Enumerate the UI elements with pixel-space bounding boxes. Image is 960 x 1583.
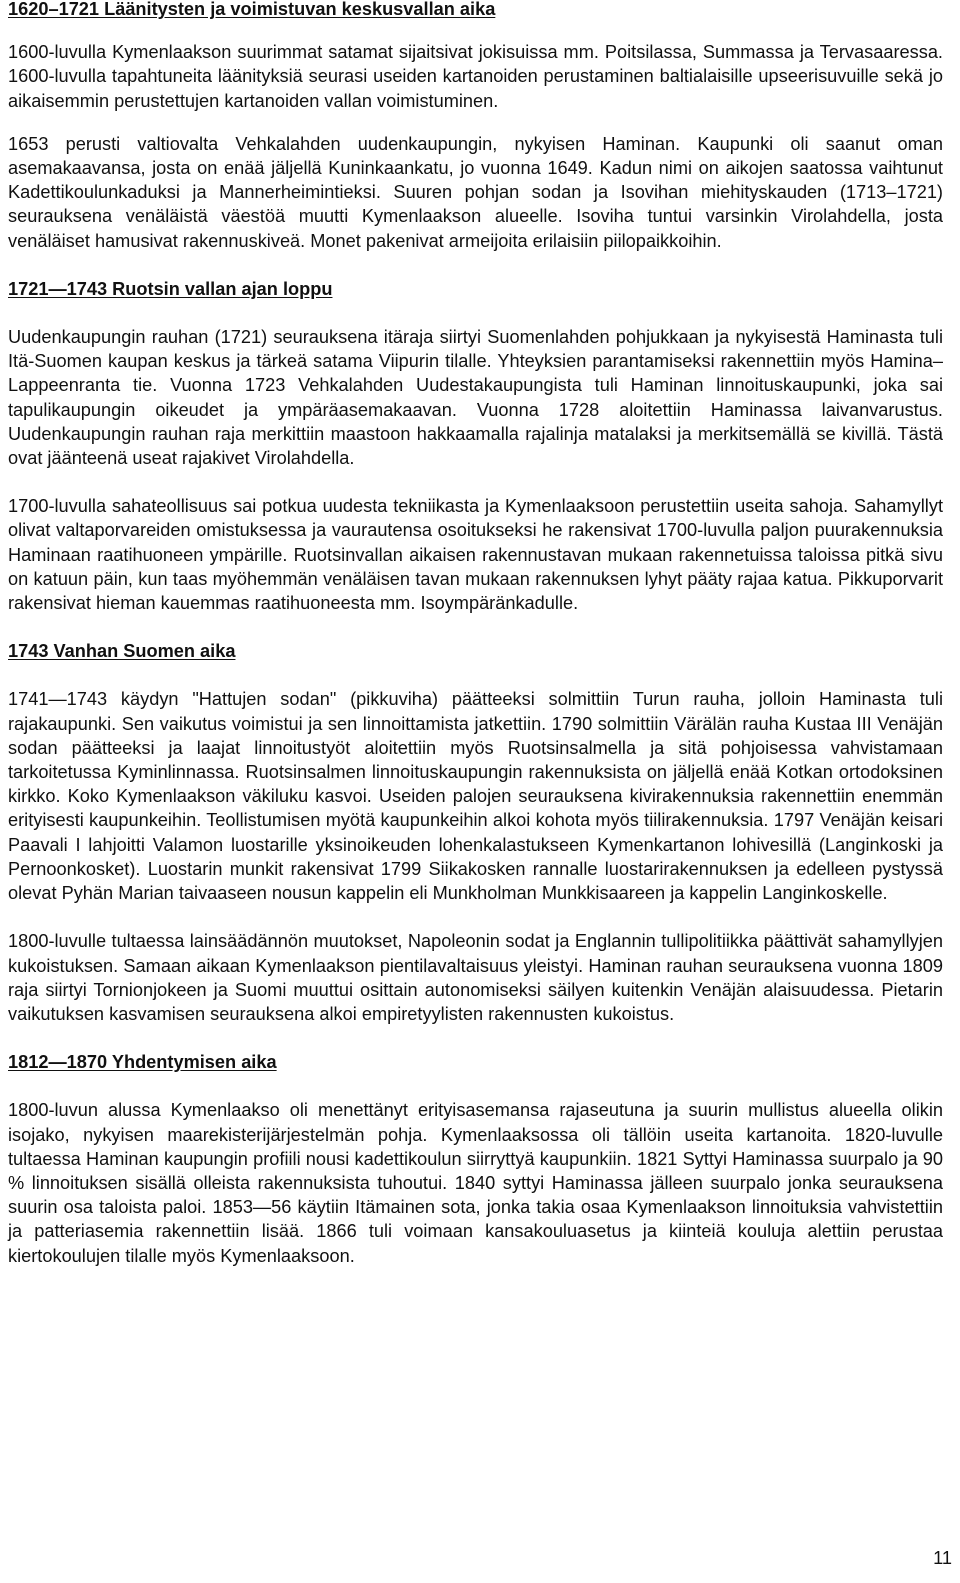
paragraph-1700-luvulla-sahateollisuus: 1700-luvulla sahateollisuus sai potkua uudesta tekniikasta ja Kymenlaaksoon perustettiin useita sahoja. Sahamyllyt olivat valtaporvareiden omistuksessa ja vaurautensa osoitukseksi he rakensivat 1700-luvulla paljon puurakennuksia Haminaan raatihuoneen ympärille. Ruotsinvallan aikaisen rakennustavan mukaan rakennetuissa taloissa pitkä sivu on katuun päin, kun taas myöhemmän venäläisen tavan mukaan rakennuksen lyhyt pääty rajaa katua. Pikkuporvarit rakensivat hieman kauemmas raatihuoneesta mm. Isoympäränkadulle.: [8, 496, 943, 614]
paragraph-1600-luvulla-satamat: 1600-luvulla Kymenlaakson suurimmat satamat sijaitsivat jokisuissa mm. Poitsilassa, Summassa ja Tervasaaressa. 1600-luvulla tapahtuneita läänityksiä seurasi useiden kartanoiden perustaminen baltialaisille upseerisuvuille sekä jo aikaisemmin perustettujen kartanoiden vallan voimistuminen.: [8, 42, 943, 111]
paragraph-gap: [8, 615, 943, 639]
paragraph-gap: [8, 253, 943, 277]
paragraph-gap: [8, 301, 943, 325]
section-heading-1812-1870: 1812—1870 Yhdentymisen aika: [8, 1052, 277, 1073]
paragraph-1800-luvulle-tultaessa: 1800-luvulle tultaessa lainsäädännön muutokset, Napoleonin sodat ja Englannin tullipolitiikka päättivät sahamyllyjen kukoistuksen. Samaan aikaan Kymenlaakson pientilavaltaisuus yleistyi. Haminan rauhan seurauksena vuonna 1809 raja siirtyi Tornionjokeen ja Suomi muuttui osittain autonomiseksi säilyen kuitenkin Venäjän alaisuudessa. Pietarin vaikutuksen kasvamisen seurauksena alkoi empiretyylisten rakennusten kukoistus.: [8, 931, 943, 1024]
paragraph-gap: [8, 1026, 943, 1050]
paragraph-1800-luvun-alussa: 1800-luvun alussa Kymenlaakso oli menettänyt erityisasemansa rajaseutuna ja suurin mullistus alueella olikin isojako, nykyisen maarekisterijärjestelmän pohja. Kymenlaaksossa oli tällöin useita kartanoita. 1820-luvulle tultaessa Haminan kaupungin profiili nousi kadettikoulun siirryttyä kaupunkiin. 1821 Syttyi Haminassa suurpalo ja 90 % linnoituksen sisällä olleista rakennuksista tuhoutui. 1840 syttyi Haminassa jälleen suurpalo jonka seurauksena suurin osa taloista paloi. 1853—56 käytiin Itämainen sota, jonka takia osaa Kymenlaakson linnoituksia vahvistettiin ja patteriasemia rakennettiin lisää. 1866 tuli voimaan kansakouluasetus ja kiinteiä kouluja alettiin perustaa kiertokoulujen tilalle myös Kymenlaaksoon.: [8, 1100, 943, 1266]
paragraph-gap: [8, 663, 943, 687]
paragraph-1653-hamina: 1653 perusti valtiovalta Vehkalahden uudenkaupungin, nykyisen Haminan. Kaupunki oli saanut oman asemakaavansa, josta on enää jäljellä Kuninkaankatu, jo vuonna 1649. Kadun nimi on aikojen saatossa vaihtunut Kadettikoulunkaduksi ja Mannerheimintieksi. Suuren pohjan sodan ja Isovihan miehityskauden (1713–1721) seurauksena venäläistä väestöä muutti Kymenlaakson alueelle. Isoviha tuntui varsinkin Virolahdella, josta venäläiset hamusivat rakennuskiveä. Monet pakenivat armeijoita erilaisiin piilopaikkoihin.: [8, 133, 943, 251]
paragraph-gap: [8, 905, 943, 929]
paragraph-gap: [8, 1074, 943, 1098]
paragraph-gap: [8, 113, 943, 132]
paragraph-uudenkaupungin-rauha: Uudenkaupungin rauhan (1721) seurauksena itäraja siirtyi Suomenlahden pohjukkaan ja nykyisestä Haminasta tuli Itä-Suomen kaupan keskus ja tärkeä satama Viipurin tilalle. Yhteyksien parantamiseksi rakennettiin myös Hamina–Lappeenranta tie. Vuonna 1723 Vehkalahden Uudestakaupungista tuli Haminan linnoituskaupunki, joka sai tapulikaupungin oikeudet ja ympäräasemakaavan. Vuonna 1728 aloitettiin Haminassa laivanvarustus. Uudenkaupungin rauhan raja merkittiin maastoon hakkaamalla rajalinja matalaksi ja merkitsemällä se kivillä. Tästä ovat jäänteenä useat rajakivet Virolahdella.: [8, 327, 943, 469]
page-number: 11: [933, 1548, 952, 1568]
paragraph-hattujen-sota: 1741—1743 käydyn "Hattujen sodan" (pikkuviha) päätteeksi solmittiin Turun rauha, jolloin Haminasta tuli rajakaupunki. Sen vaikutus voimistui ja sen linnoittamista jatkettiin. 1790 solmittiin Värälän rauha Kustaa III Venäjän sodan päätteeksi ja laajat linnoitustyöt aloitettiin myös Ruotsinsalmella ja sitä pohjoisessa vahvistamaan tarkoitetussa Kyminlinnassa. Ruotsinsalmen linnoituskaupungin rakennuksista on jäljellä enää Kotkan ortodoksinen kirkko. Koko Kymenlaakson väkiluku kasvoi. Useiden palojen seurauksena kivirakennuksia rakennettiin enemmän erityisesti kaupunkeihin. Teollistumisen myötä kaupunkeihin alkoi kohota myös tiilirakennuksia. 1797 Venäjän keisari Paavali I lahjoitti Valamon luostarille yksinoikeuden lohenkalastukseen Kymenkartanon lohivesillä (Langinkoski ja Pernoonkosket). Luostarin munkit rakensivat 1799 Siikakosken rannalle luostarirakennuksen ja edelleen pystyssä olevat Pyhän Marian taivaaseen nousun kappelin eli Munkholman Munkkisaareen ja kappelin Langinkoskelle.: [8, 689, 943, 904]
section-heading-1721-1743: 1721—1743 Ruotsin vallan ajan loppu: [8, 278, 333, 299]
section-heading-1743-vanha-suomi: 1743 Vanhan Suomen aika: [8, 641, 236, 662]
section-heading-1620-1721: 1620–1721 Läänitysten ja voimistuvan keskusvallan aika: [8, 0, 496, 19]
paragraph-gap: [8, 470, 943, 494]
document-page: [8, 0, 943, 1268]
